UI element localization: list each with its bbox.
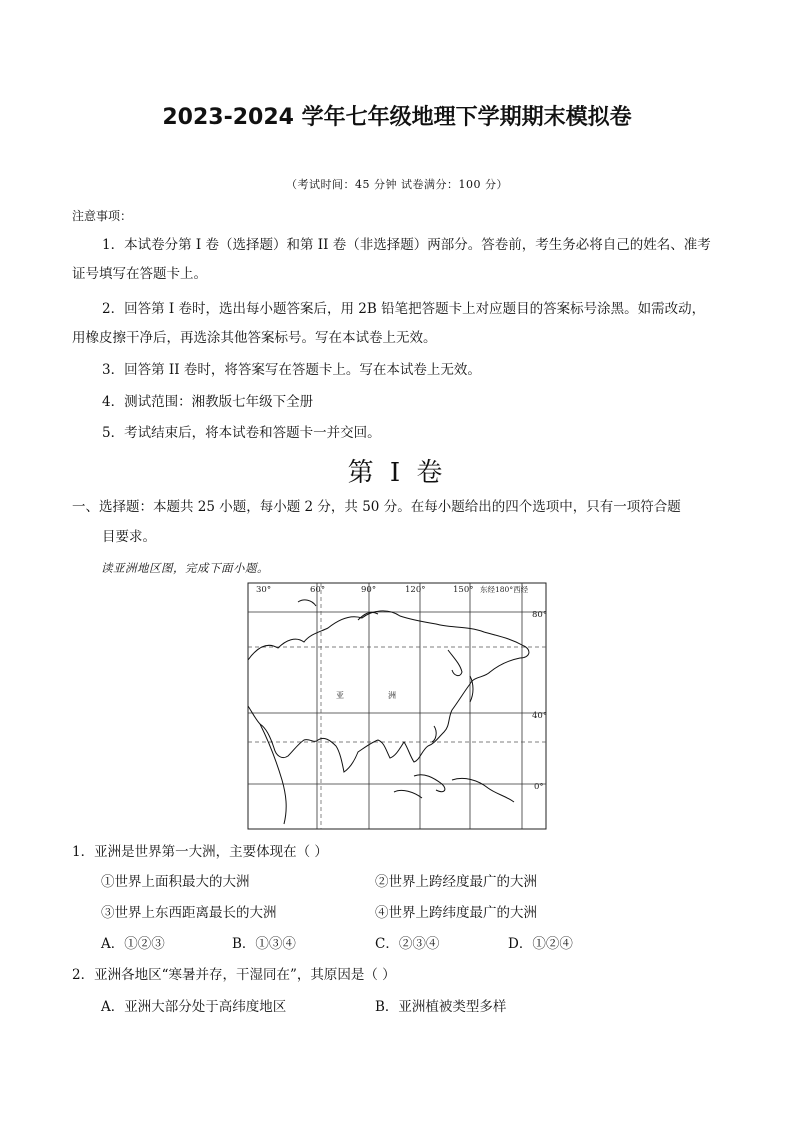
note-1-line-1: 1．本试卷分第 I 卷（选择题）和第 II 卷（非选择题）两部分。答卷前，考生务必将自己的姓名、准考 [102,237,711,253]
lat-label-40: 40° [532,711,548,721]
note-2-line-1: 2．回答第 I 卷时，选出每小题答案后，用 2B 铅笔把答题卡上对应题目的答案标号涂黑。如需改动， [102,301,706,317]
note-2-line-2: 用橡皮擦干净后，再选涂其他答案标号。写在本试卷上无效。 [72,330,437,346]
region-label-zhou: 洲 [388,691,396,700]
section-line-2: 目要求。 [102,529,156,545]
q2-choice-b[interactable]: B．亚洲植被类型多样 [375,999,507,1015]
q1-statement-2: ②世界上跨经度最广的大洲 [375,874,537,890]
question-1-stem: 1．亚洲是世界第一大洲，主要体现在（ ） [72,844,328,860]
q1-choice-c[interactable]: C．②③④ [375,936,440,952]
page-title: 2023-2024 学年七年级地理下学期期末模拟卷 [162,105,632,130]
lat-label-0: 0° [534,782,544,792]
note-5-text: 5．考试结束后，将本试卷和答题卡一并交回。 [102,425,381,441]
map-grid [248,583,546,829]
exam-info: （考试时间：45 分钟 试卷满分：100 分） [286,178,508,191]
asia-coastline [248,600,529,824]
asia-map-figure [238,580,556,832]
note-item-4 [72,388,732,417]
q1-choice-b[interactable]: B．①③④ [232,936,296,952]
notes-heading: 注意事项： [72,209,133,223]
q2-choice-a[interactable]: A．亚洲大部分处于高纬度地区 [101,999,287,1015]
note-4-text: 4．测试范围：湘教版七年级下全册 [102,394,314,410]
map-intro: 读亚洲地区图，完成下面小题。 [101,561,269,575]
note-item-2 [72,295,732,353]
q1-choice-a[interactable]: A．①②③ [101,936,165,952]
lon-label-120: 120° [405,585,426,595]
note-item-3 [72,356,732,385]
q1-statement-3: ③世界上东西距离最长的大洲 [101,905,277,921]
q1-statement-1: ①世界上面积最大的大洲 [101,874,250,890]
region-label-ya: 亚 [336,691,344,700]
section-volume-title: 第 I 卷 [347,458,447,488]
q1-choice-d[interactable]: D．①②④ [508,936,573,952]
lon-label-150: 150° [453,585,474,595]
map-tropic-lines [248,583,546,829]
question-2-stem: 2．亚洲各地区“寒暑并存，干湿同在”，其原因是（ ） [72,967,396,983]
note-item-1 [72,231,732,289]
lon-label-90: 90° [361,585,377,595]
note-item-5 [72,419,732,448]
lon-label-180: 东经180°西经 [480,585,529,594]
lon-label-60: 60° [310,585,326,595]
lon-label-30: 30° [256,585,272,595]
section-instructions [72,492,732,552]
note-3-text: 3．回答第 II 卷时，将答案写在答题卡上。写在本试卷上无效。 [102,362,481,378]
q1-statement-4: ④世界上跨纬度最广的大洲 [375,905,537,921]
lat-label-80: 80° [532,610,548,620]
note-1-line-2: 证号填写在答题卡上。 [72,266,207,282]
section-line-1: 一、选择题：本题共 25 小题，每小题 2 分，共 50 分。在每小题给出的四个选项中，只有一项符合题 [72,499,681,515]
map-frame [248,583,546,829]
